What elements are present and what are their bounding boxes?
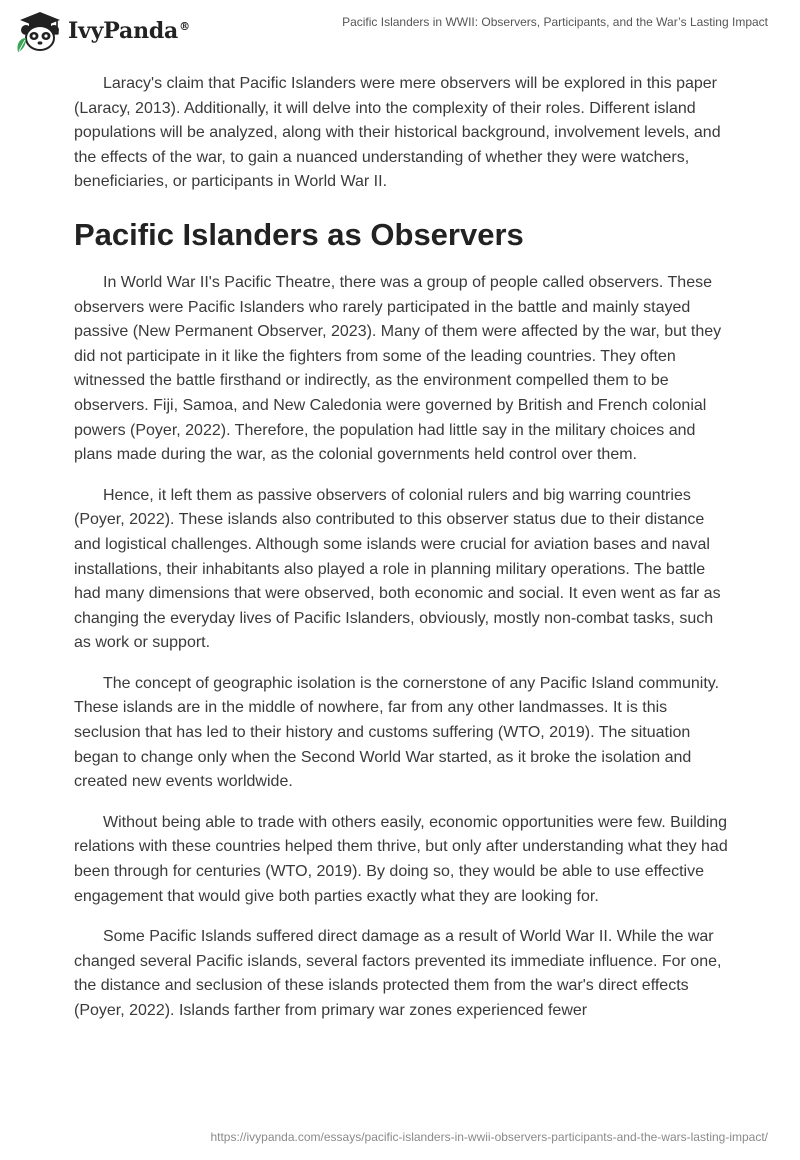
document-title: Pacific Islanders in WWII: Observers, Participants, and the War’s Lasting Impact xyxy=(342,15,768,29)
brand-name: IvyPanda® xyxy=(68,18,190,44)
brand-logo[interactable] xyxy=(14,8,190,54)
body-paragraph: Some Pacific Islands suffered direct damage as a result of World War II. While the war changed several Pacific islands, several factors prevented its immediate influence. For one, the distance and seclusion of these islands protected them from the war's direct effects (Poyer, 2022). Islands farther from primary war zones experienced fewer xyxy=(74,928,722,1019)
page-header xyxy=(0,0,800,62)
essay-content xyxy=(74,72,734,1040)
panda-graduate-icon xyxy=(14,8,62,54)
registered-mark: ® xyxy=(179,19,190,33)
body-paragraph: The concept of geographic isolation is the cornerstone of any Pacific Island community. These islands are in the middle of nowhere, far from any other landmasses. It is this seclusion that has led to their history and customs suffering (WTO, 2019). The situation began to change only when the Second World War started, as it broke the isolation and created new events worldwide. xyxy=(74,674,720,791)
source-url[interactable]: https://ivypanda.com/essays/pacific-islanders-in-wwii-observers-participants-and-the-wars-lasting-impact/ xyxy=(210,1130,768,1144)
body-paragraph: Without being able to trade with others easily, economic opportunities were few. Building relations with these countries helped them thrive, but only after understanding what they had been through for centuries (WTO, 2019). By doing so, they would be able to use effective engagement that would give both parties exactly what they are looking for. xyxy=(74,813,728,905)
section-heading: Pacific Islanders as Observers xyxy=(74,216,524,252)
body-paragraph: In World War II's Pacific Theatre, there was a group of people called observers. These observers were Pacific Islanders who rarely participated in the battle and mainly stayed passive (New Permanent Observer, 2023). Many of them were affected by the war, but they did not participate in it like the fighters from some of the leading countries. They often witnessed the battle firsthand or indirectly, as the environment compelled them to be observers. Fiji, Samoa, and New Caledonia were governed by British and French colonial powers (Poyer, 2022). Therefore, the population had little say in the military choices and plans made during the war, as the colonial governments held control over them. xyxy=(74,273,722,464)
body-paragraph: Hence, it left them as passive observers of colonial rulers and big warring countries (Poyer, 2022). These islands also contributed to this observer status due to their distance and logistical challenges. Although some islands were crucial for aviation bases and naval installations, their inhabitants also played a role in planning military operations. The battle had many dimensions that were observed, both economic and social. It even went as far as changing the everyday lives of Pacific Islanders, obviously, mostly non-combat tasks, such as work or support. xyxy=(74,486,721,652)
intro-paragraph: Laracy's claim that Pacific Islanders were mere observers will be explored in this paper (Laracy, 2013). Additionally, it will delve into the complexity of their roles. Different island populations will be analyzed, along with their historical background, involvement levels, and the effects of the war, to gain a nuanced understanding of whether they were watchers, beneficiaries, or participants in World War II. xyxy=(74,75,721,191)
